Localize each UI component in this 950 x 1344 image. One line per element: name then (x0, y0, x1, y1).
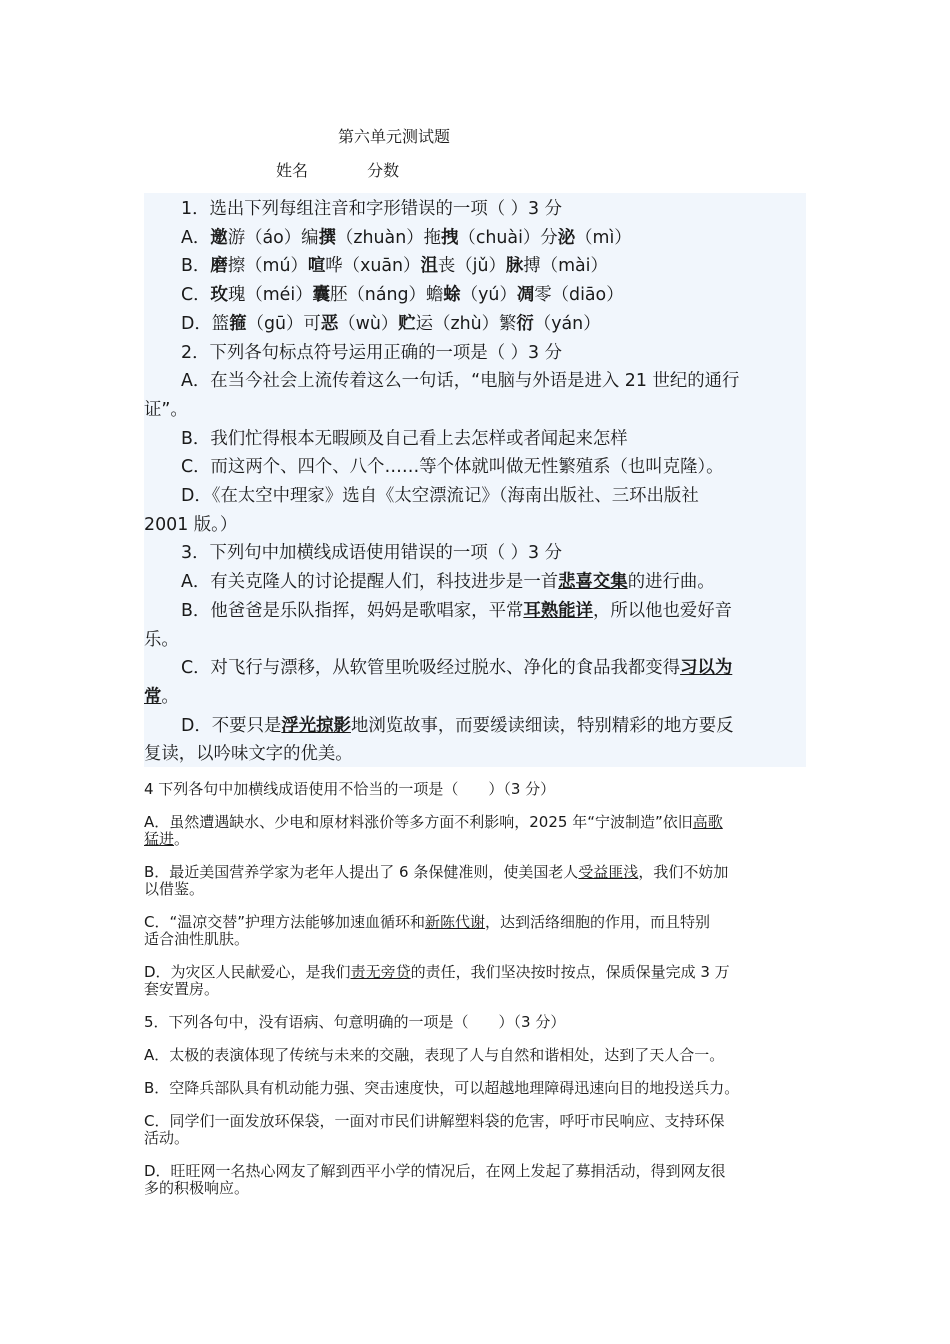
q3-option-c-cont: 常。 (144, 686, 179, 707)
q3-option-c: C．对飞行与漂移，从软管里吮吸经过脱水、净化的食品我都变得习以为 (181, 658, 733, 679)
q3-option-d: D．不要只是浮光掠影地浏览故事，而要缓读细读，特别精彩的地方要反 (181, 715, 734, 736)
q1-option-c: C．玫瑰（méi）囊胚（náng）蟾蜍（yú）凋零（diāo） (181, 285, 624, 306)
q2-stem: 2．下列各句标点符号运用正确的一项是（ ）3 分 (181, 342, 562, 363)
q2-option-b: B．我们忙得根本无暇顾及自己看上去怎样或者闻起来怎样 (181, 428, 628, 449)
q5-option-a: A．太极的表演体现了传统与未来的交融，表现了人与自然和谐相处，达到了天人合一。 (144, 1046, 725, 1064)
q2-option-a-line1: A．在当今社会上流传着这么一句话，“电脑与外语是进入 21 世纪的通行 (181, 371, 740, 392)
underlined-idiom: 耳熟能详 (523, 600, 593, 621)
q1-option-d: D．篮箍（gū）可恶（wù）贮运（zhù）繁衍（yán） (181, 313, 601, 334)
q1-stem: 1．选出下列每组注音和字形错误的一项（ ）3 分 (181, 199, 562, 219)
q5-option-d: D．旺旺网一名热心网友了解到西平小学的情况后，在网上发起了募捐活动，得到网友很 多的积极响应。 (144, 1162, 726, 1197)
q3-stem: 3．下列句中加横线成语使用错误的一项（ ）3 分 (181, 543, 562, 564)
q3-option-b-cont: 乐。 (144, 629, 179, 650)
name-score-row (276, 158, 399, 181)
name-label: 姓名 (276, 161, 309, 180)
questions-section-2 (144, 781, 806, 1213)
q4-option-a: A．虽然遭遇缺水、少电和原材料涨价等多方面不利影响，2025 年“宁波制造”依旧高歌 猛进。 (144, 813, 723, 848)
q2-option-a-line2: 证”。 (144, 399, 188, 420)
q3-option-a: A．有关克隆人的讨论提醒人们，科技进步是一首悲喜交集的进行曲。 (181, 572, 715, 593)
q2-option-c: C．而这两个、四个、八个……等个体就叫做无性繁殖系（也叫克隆）。 (181, 457, 724, 478)
highlighted-questions-panel (144, 193, 806, 767)
underlined-idiom: 悲喜交集 (558, 572, 628, 593)
q1-option-a: A．邀游（áo）编撰（zhuàn）拖拽（chuài）分泌（mì） (181, 227, 632, 248)
q2-option-d-line2: 2001 版。） (144, 514, 238, 535)
q1-option-b: B．磨擦（mú）喧哗（xuān）沮丧（jǔ）脉搏（mài） (181, 256, 608, 277)
underlined-idiom: 常 (144, 686, 162, 707)
q3-option-d-cont: 复读，以吟味文字的优美。 (144, 744, 353, 765)
q4-option-d: D．为灾区人民献爱心，是我们责无旁贷的责任，我们坚决按时按点，保质保量完成 3 万 套安置房。 (144, 963, 730, 998)
q5-option-b: B．空降兵部队具有机动能力强、突击速度快，可以超越地理障碍迅速向目的地投送兵力。 (144, 1079, 740, 1097)
q4-stem: 4 下列各句中加横线成语使用不恰当的一项是（ ）（3 分） (144, 780, 556, 798)
q3-option-b: B．他爸爸是乐队指挥，妈妈是歌唱家，平常耳熟能详，所以他也爱好音 (181, 600, 733, 621)
page-title: 第六单元测试题 (338, 127, 451, 146)
score-label: 分数 (367, 161, 400, 180)
underlined-idiom: 浮光掠影 (281, 715, 351, 736)
q4-option-b: B．最近美国营养学家为老年人提出了 6 条保健准则，使美国老人受益匪浅，我们不妨加 以借鉴。 (144, 863, 729, 898)
q2-option-d-line1: D．《在太空中理家》选自《太空漂流记》（海南出版社、三环出版社 (181, 486, 699, 507)
q4-option-c: C．“温凉交替”护理方法能够加速血循环和新陈代谢，达到活络细胞的作用，而且特别 适合油性肌肤。 (144, 913, 711, 948)
q5-option-c: C．同学们一面发放环保袋，一面对市民们讲解塑料袋的危害，呼吁市民响应、支持环保 活动。 (144, 1112, 725, 1147)
underlined-idiom: 习以为 (680, 658, 733, 679)
q5-stem: 5．下列各句中，没有语病、句意明确的一项是（ ）（3 分） (144, 1013, 566, 1031)
